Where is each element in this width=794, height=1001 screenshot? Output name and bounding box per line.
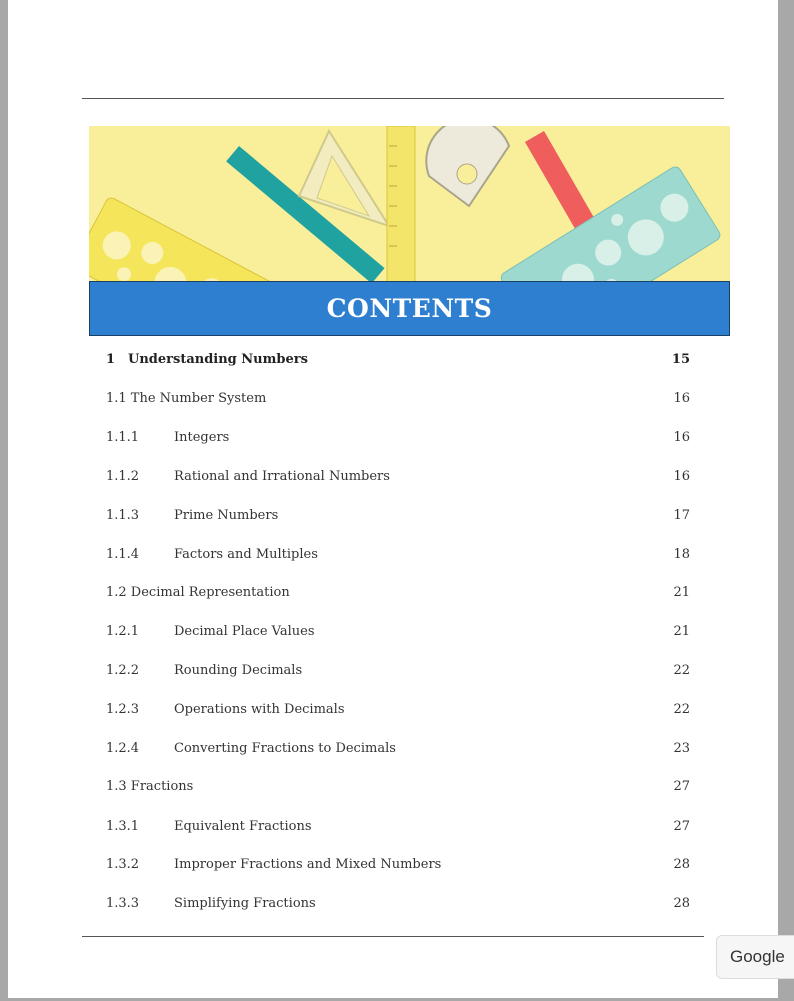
toc-entry-number: 1.2.1 (106, 623, 140, 639)
toc-entry[interactable] (106, 386, 694, 410)
toc-entry-title: 1.2 Decimal Representation (106, 584, 290, 600)
toc-entry-page: 16 (673, 390, 690, 406)
toc-entry-page: 27 (673, 778, 690, 794)
toc-entry-page: 22 (673, 701, 690, 717)
toc-entry-page: 21 (673, 623, 690, 639)
toc-entry-number: 1.2.2 (106, 662, 140, 678)
toc-entry-title: Converting Fractions to Decimals (174, 740, 396, 756)
toc-entry-title: Prime Numbers (174, 507, 279, 523)
banner-image (89, 126, 730, 282)
toc-entry-title: 1.1 The Number System (106, 390, 267, 406)
toc-entry[interactable] (106, 736, 694, 760)
toc-entry[interactable] (106, 697, 694, 721)
toc-entry-title: Integers (174, 429, 230, 445)
toc-entry-page: 22 (673, 662, 690, 678)
toc-entry[interactable] (106, 658, 694, 682)
toc-entry-page: 16 (673, 468, 690, 484)
toc-entry-page: 27 (673, 818, 690, 834)
toc-entry-title: Factors and Multiples (174, 546, 318, 562)
toc-entry-number: 1.1.1 (106, 429, 140, 445)
toc-entry-page: 28 (673, 856, 690, 872)
toc-entry-number: 1.1.3 (106, 507, 140, 523)
toc-entry-page: 15 (671, 351, 690, 367)
toc-entry[interactable] (106, 774, 694, 798)
toc-entry-title: Operations with Decimals (174, 701, 345, 717)
toc-entry-number: 1.2.3 (106, 701, 140, 717)
top-divider (82, 98, 724, 99)
toc-entry-page: 23 (673, 740, 690, 756)
bottom-divider (82, 936, 704, 937)
toc-entry[interactable] (106, 347, 694, 371)
document-page (8, 0, 778, 998)
toc-entry-number: 1.1.4 (106, 546, 140, 562)
toc-entry[interactable] (106, 814, 694, 838)
toc-entry-page: 28 (673, 895, 690, 911)
toc-entry[interactable] (106, 425, 694, 449)
toc-entry-page: 18 (673, 546, 690, 562)
toc-entry-number: 1.3.2 (106, 856, 140, 872)
toc-entry-title: Improper Fractions and Mixed Numbers (174, 856, 442, 872)
toc-entry[interactable] (106, 542, 694, 566)
toc-entry-page: 21 (673, 584, 690, 600)
toc-entry[interactable] (106, 852, 694, 876)
toc-entry-title: Simplifying Fractions (174, 895, 316, 911)
contents-title: CONTENTS (89, 281, 730, 336)
toc-entry[interactable] (106, 464, 694, 488)
toc-entry-number: 1.3.1 (106, 818, 140, 834)
toc-entry[interactable] (106, 891, 694, 915)
toc-entry-title: Rational and Irrational Numbers (174, 468, 390, 484)
toc-entry-title: Decimal Place Values (174, 623, 315, 639)
toc-entry-title: Understanding Numbers (128, 351, 308, 367)
toc-entry-page: 16 (673, 429, 690, 445)
toc-entry[interactable] (106, 503, 694, 527)
toc-entry[interactable] (106, 619, 694, 643)
toc-entry-title: 1.3 Fractions (106, 778, 194, 794)
toc-entry-number: 1.3.3 (106, 895, 140, 911)
toc-entry-title: Equivalent Fractions (174, 818, 312, 834)
ruler-yellow (387, 126, 415, 282)
google-badge[interactable]: Google (716, 935, 794, 979)
toc-entry-page: 17 (673, 507, 690, 523)
toc-entry-title: Rounding Decimals (174, 662, 303, 678)
toc-entry[interactable] (106, 580, 694, 604)
contents-banner (89, 126, 730, 336)
toc-entry-number: 1.1.2 (106, 468, 140, 484)
toc-entry-number: 1.2.4 (106, 740, 140, 756)
toc-entry-number: 1 (106, 351, 116, 367)
